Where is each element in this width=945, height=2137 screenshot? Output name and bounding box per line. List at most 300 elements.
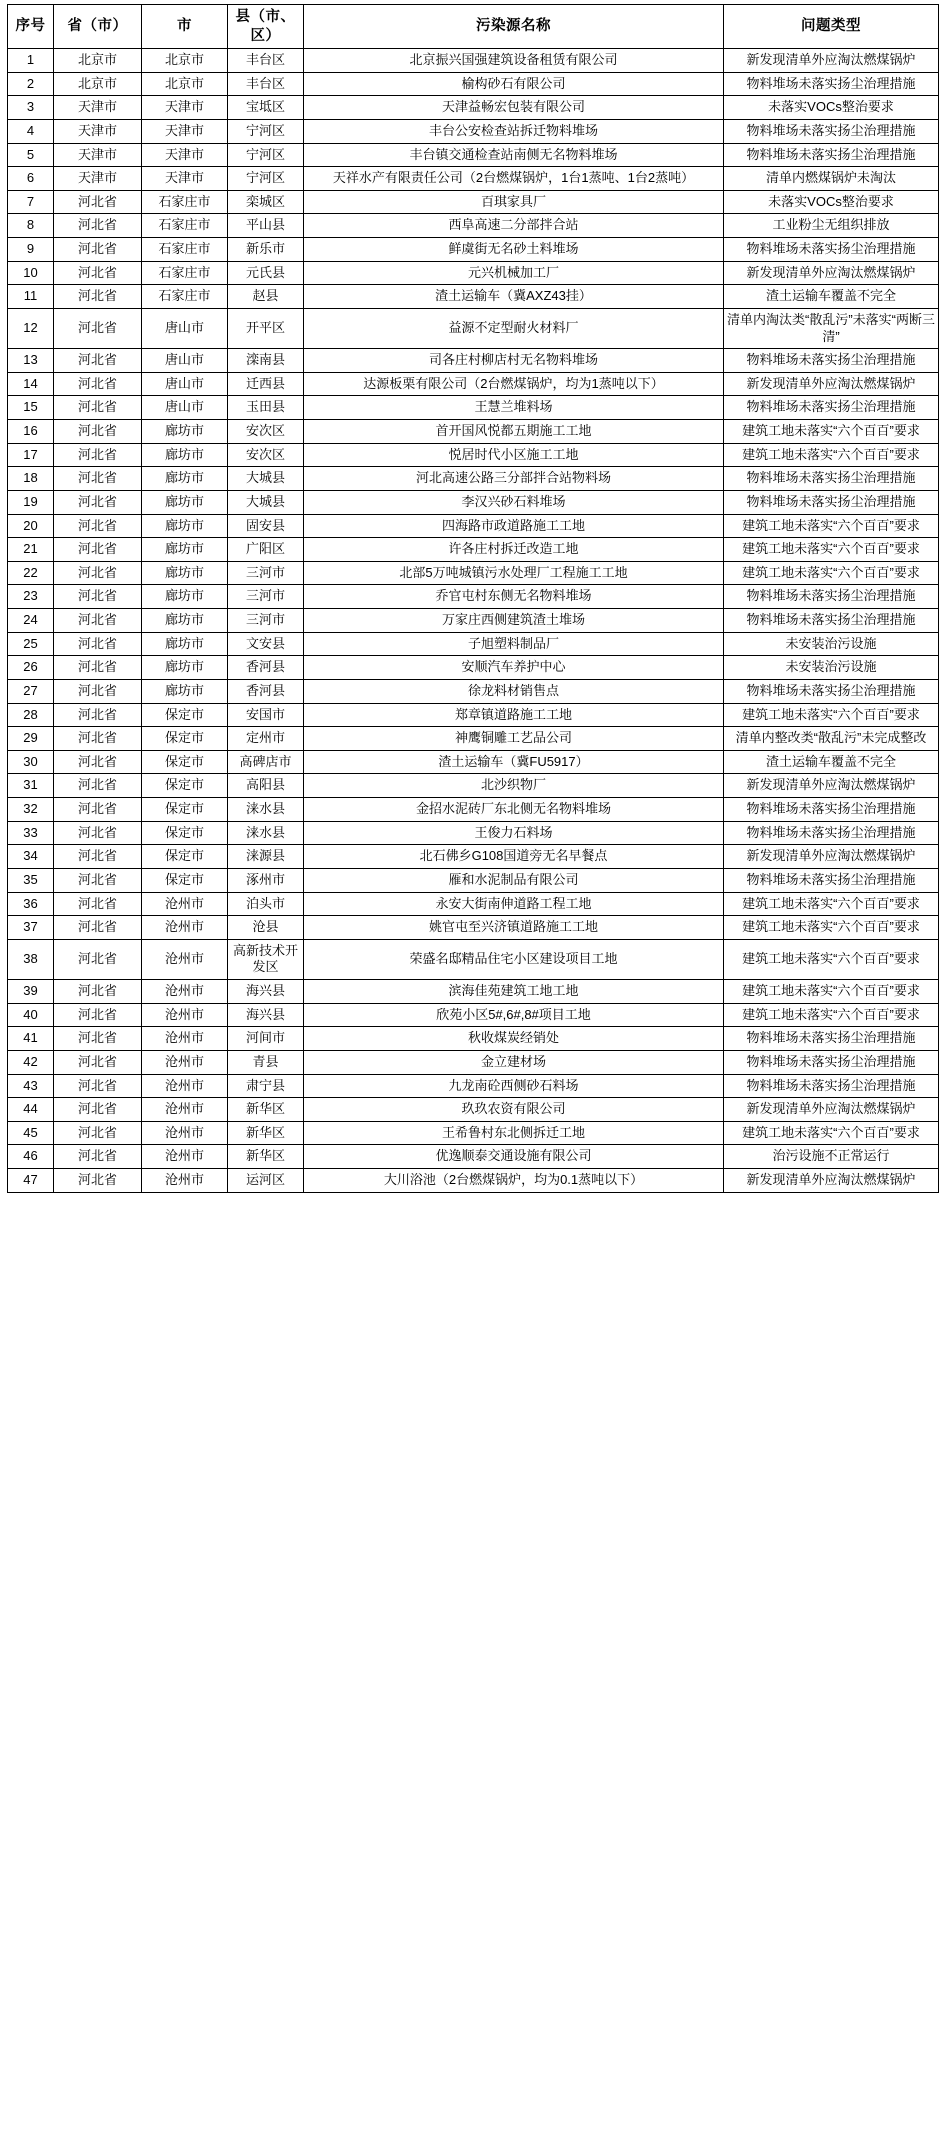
table-row [8,443,939,467]
cell-source-name: 百琪家具厂 [304,190,724,214]
cell-city: 北京市 [142,49,228,73]
cell-source-name: 北沙织物厂 [304,774,724,798]
cell-county: 香河县 [228,656,304,680]
cell-problem-type: 建筑工地未落实“六个百百”要求 [724,980,939,1004]
cell-index: 33 [8,821,54,845]
cell-province: 河北省 [54,443,142,467]
cell-index: 30 [8,750,54,774]
table-header [8,5,939,49]
cell-source-name: 徐龙料材销售点 [304,679,724,703]
cell-source-name: 河北高速公路三分部拌合站物料场 [304,467,724,491]
table-row [8,609,939,633]
cell-index: 19 [8,490,54,514]
cell-county: 大城县 [228,490,304,514]
cell-province: 河北省 [54,372,142,396]
cell-problem-type: 新发现清单外应淘汰燃煤锅炉 [724,261,939,285]
cell-index: 10 [8,261,54,285]
cell-problem-type: 物料堆场未落实扬尘治理措施 [724,119,939,143]
cell-county: 新华区 [228,1098,304,1122]
cell-source-name: 西阜高速二分部拌合站 [304,214,724,238]
cell-source-name: 首开国风悦都五期施工工地 [304,420,724,444]
cell-city: 石家庄市 [142,190,228,214]
cell-source-name: 榆构砂石有限公司 [304,72,724,96]
table-row [8,490,939,514]
cell-city: 保定市 [142,750,228,774]
cell-county: 三河市 [228,561,304,585]
cell-province: 河北省 [54,261,142,285]
cell-index: 35 [8,868,54,892]
cell-county: 平山县 [228,214,304,238]
cell-index: 1 [8,49,54,73]
cell-province: 河北省 [54,285,142,309]
cell-index: 4 [8,119,54,143]
cell-index: 3 [8,96,54,120]
cell-source-name: 秋收煤炭经销处 [304,1027,724,1051]
cell-province: 河北省 [54,238,142,262]
cell-city: 保定市 [142,703,228,727]
table-row [8,1098,939,1122]
cell-county: 广阳区 [228,538,304,562]
cell-problem-type: 建筑工地未落实“六个百百”要求 [724,561,939,585]
table-row [8,1169,939,1193]
cell-index: 11 [8,285,54,309]
table-row [8,980,939,1004]
cell-problem-type: 物料堆场未落实扬尘治理措施 [724,679,939,703]
cell-problem-type: 物料堆场未落实扬尘治理措施 [724,72,939,96]
cell-index: 25 [8,632,54,656]
table-row [8,396,939,420]
cell-problem-type: 清单内燃煤锅炉未淘汰 [724,167,939,191]
cell-county: 运河区 [228,1169,304,1193]
table-row [8,750,939,774]
cell-city: 廊坊市 [142,443,228,467]
table-row [8,585,939,609]
cell-county: 宁河区 [228,167,304,191]
table-row [8,514,939,538]
cell-index: 32 [8,798,54,822]
cell-index: 23 [8,585,54,609]
table-row [8,96,939,120]
cell-problem-type: 建筑工地未落实“六个百百”要求 [724,916,939,940]
cell-problem-type: 新发现清单外应淘汰燃煤锅炉 [724,49,939,73]
table-row [8,467,939,491]
cell-problem-type: 未安装治污设施 [724,656,939,680]
cell-source-name: 荣盛名邸精品住宅小区建设项目工地 [304,939,724,979]
cell-index: 47 [8,1169,54,1193]
cell-city: 沧州市 [142,1121,228,1145]
cell-province: 河北省 [54,774,142,798]
cell-source-name: 鲜虞街无名砂土料堆场 [304,238,724,262]
cell-province: 河北省 [54,514,142,538]
cell-city: 廊坊市 [142,514,228,538]
cell-index: 31 [8,774,54,798]
cell-city: 廊坊市 [142,632,228,656]
cell-province: 河北省 [54,1074,142,1098]
cell-province: 河北省 [54,396,142,420]
cell-county: 宁河区 [228,119,304,143]
cell-problem-type: 未安装治污设施 [724,632,939,656]
cell-source-name: 北京振兴国强建筑设备租赁有限公司 [304,49,724,73]
cell-province: 河北省 [54,679,142,703]
table-body [8,49,939,1193]
cell-source-name: 李汉兴砂石料堆场 [304,490,724,514]
cell-index: 46 [8,1145,54,1169]
cell-city: 沧州市 [142,1098,228,1122]
cell-source-name: 天津益畅宏包装有限公司 [304,96,724,120]
cell-source-name: 滨海佳苑建筑工地工地 [304,980,724,1004]
pollution-source-table [7,4,939,1193]
cell-index: 14 [8,372,54,396]
table-row [8,868,939,892]
cell-problem-type: 物料堆场未落实扬尘治理措施 [724,609,939,633]
table-row [8,349,939,373]
table-row [8,167,939,191]
cell-source-name: 王希鲁村东北侧拆迁工地 [304,1121,724,1145]
cell-index: 29 [8,727,54,751]
cell-city: 廊坊市 [142,490,228,514]
cell-city: 廊坊市 [142,420,228,444]
cell-province: 河北省 [54,1169,142,1193]
cell-province: 北京市 [54,49,142,73]
cell-city: 沧州市 [142,1169,228,1193]
column-header-city: 市 [142,5,228,49]
cell-county: 涞水县 [228,821,304,845]
cell-province: 河北省 [54,349,142,373]
cell-index: 2 [8,72,54,96]
cell-county: 滦南县 [228,349,304,373]
cell-city: 廊坊市 [142,609,228,633]
cell-problem-type: 治污设施不正常运行 [724,1145,939,1169]
cell-city: 保定市 [142,774,228,798]
cell-index: 38 [8,939,54,979]
table-row [8,821,939,845]
cell-county: 肃宁县 [228,1074,304,1098]
cell-province: 河北省 [54,214,142,238]
cell-index: 27 [8,679,54,703]
table-row [8,1027,939,1051]
cell-source-name: 渣土运输车（冀AXZ43挂） [304,285,724,309]
cell-problem-type: 建筑工地未落实“六个百百”要求 [724,1121,939,1145]
cell-city: 廊坊市 [142,679,228,703]
cell-index: 22 [8,561,54,585]
cell-problem-type: 物料堆场未落实扬尘治理措施 [724,396,939,420]
cell-source-name: 姚官屯至兴济镇道路施工工地 [304,916,724,940]
cell-problem-type: 物料堆场未落实扬尘治理措施 [724,1027,939,1051]
cell-source-name: 乔官屯村东侧无名物料堆场 [304,585,724,609]
cell-problem-type: 未落实VOCs整治要求 [724,190,939,214]
cell-city: 沧州市 [142,1050,228,1074]
table-row [8,214,939,238]
cell-province: 河北省 [54,585,142,609]
cell-problem-type: 物料堆场未落实扬尘治理措施 [724,585,939,609]
table-row [8,72,939,96]
table-header-row [8,5,939,49]
cell-province: 河北省 [54,190,142,214]
cell-index: 40 [8,1003,54,1027]
table-row [8,774,939,798]
cell-problem-type: 建筑工地未落实“六个百百”要求 [724,1003,939,1027]
cell-county: 高阳县 [228,774,304,798]
cell-problem-type: 新发现清单外应淘汰燃煤锅炉 [724,774,939,798]
cell-county: 玉田县 [228,396,304,420]
cell-problem-type: 工业粉尘无组织排放 [724,214,939,238]
cell-problem-type: 物料堆场未落实扬尘治理措施 [724,821,939,845]
cell-county: 新华区 [228,1121,304,1145]
cell-problem-type: 建筑工地未落实“六个百百”要求 [724,892,939,916]
cell-source-name: 北部5万吨城镇污水处理厂工程施工工地 [304,561,724,585]
cell-city: 廊坊市 [142,656,228,680]
cell-source-name: 悦居时代小区施工工地 [304,443,724,467]
table-row [8,727,939,751]
cell-city: 沧州市 [142,892,228,916]
column-header-problem-type: 问题类型 [724,5,939,49]
cell-city: 石家庄市 [142,285,228,309]
cell-source-name: 万家庄西侧建筑渣土堆场 [304,609,724,633]
cell-source-name: 王慧兰堆料场 [304,396,724,420]
cell-city: 北京市 [142,72,228,96]
cell-source-name: 九龙南砼西侧砂石料场 [304,1074,724,1098]
cell-problem-type: 建筑工地未落实“六个百百”要求 [724,514,939,538]
cell-source-name: 金招水泥砖厂东北侧无名物料堆场 [304,798,724,822]
cell-problem-type: 未落实VOCs整治要求 [724,96,939,120]
cell-problem-type: 渣土运输车覆盖不完全 [724,285,939,309]
cell-index: 34 [8,845,54,869]
cell-problem-type: 物料堆场未落实扬尘治理措施 [724,1074,939,1098]
cell-problem-type: 清单内整改类“散乱污”未完成整改 [724,727,939,751]
table-row [8,656,939,680]
cell-city: 天津市 [142,119,228,143]
cell-source-name: 金立建材场 [304,1050,724,1074]
cell-index: 5 [8,143,54,167]
cell-problem-type: 物料堆场未落实扬尘治理措施 [724,490,939,514]
cell-index: 18 [8,467,54,491]
cell-source-name: 大川浴池（2台燃煤锅炉，均为0.1蒸吨以下） [304,1169,724,1193]
table-row [8,143,939,167]
table-row [8,1074,939,1098]
cell-index: 41 [8,1027,54,1051]
cell-county: 宁河区 [228,143,304,167]
cell-problem-type: 物料堆场未落实扬尘治理措施 [724,238,939,262]
cell-source-name: 四海路市政道路施工工地 [304,514,724,538]
table-row [8,679,939,703]
table-row [8,372,939,396]
cell-province: 河北省 [54,750,142,774]
cell-index: 42 [8,1050,54,1074]
cell-province: 天津市 [54,143,142,167]
cell-index: 44 [8,1098,54,1122]
cell-index: 7 [8,190,54,214]
cell-problem-type: 新发现清单外应淘汰燃煤锅炉 [724,1169,939,1193]
cell-county: 高碑店市 [228,750,304,774]
cell-problem-type: 建筑工地未落实“六个百百”要求 [724,443,939,467]
cell-city: 天津市 [142,143,228,167]
cell-city: 沧州市 [142,939,228,979]
cell-city: 保定市 [142,727,228,751]
table-row [8,238,939,262]
cell-city: 石家庄市 [142,238,228,262]
cell-index: 15 [8,396,54,420]
cell-source-name: 永安大街南伸道路工程工地 [304,892,724,916]
cell-source-name: 渣土运输车（冀FU5917） [304,750,724,774]
cell-province: 河北省 [54,561,142,585]
cell-city: 唐山市 [142,372,228,396]
cell-problem-type: 清单内淘汰类“散乱污”未落实“两断三清” [724,308,939,348]
table-row [8,892,939,916]
cell-province: 河北省 [54,656,142,680]
cell-county: 定州市 [228,727,304,751]
cell-problem-type: 物料堆场未落实扬尘治理措施 [724,1050,939,1074]
cell-source-name: 元兴机械加工厂 [304,261,724,285]
cell-source-name: 益源不定型耐火材料厂 [304,308,724,348]
cell-county: 青县 [228,1050,304,1074]
cell-county: 宝坻区 [228,96,304,120]
table-row [8,308,939,348]
cell-index: 9 [8,238,54,262]
cell-source-name: 玖玖农资有限公司 [304,1098,724,1122]
cell-source-name: 北石佛乡G108国道旁无名早餐点 [304,845,724,869]
cell-problem-type: 物料堆场未落实扬尘治理措施 [724,868,939,892]
cell-province: 河北省 [54,939,142,979]
cell-source-name: 丰台公安检查站拆迁物料堆场 [304,119,724,143]
cell-county: 高新技术开发区 [228,939,304,979]
cell-province: 河北省 [54,467,142,491]
cell-problem-type: 新发现清单外应淘汰燃煤锅炉 [724,845,939,869]
cell-province: 河北省 [54,1145,142,1169]
cell-county: 大城县 [228,467,304,491]
cell-source-name: 雁和水泥制品有限公司 [304,868,724,892]
cell-county: 沧县 [228,916,304,940]
cell-city: 保定市 [142,845,228,869]
table-row [8,49,939,73]
table-row [8,1050,939,1074]
cell-index: 17 [8,443,54,467]
cell-index: 12 [8,308,54,348]
cell-source-name: 欣苑小区5#,6#,8#项目工地 [304,1003,724,1027]
table-row [8,632,939,656]
cell-city: 廊坊市 [142,561,228,585]
cell-problem-type: 新发现清单外应淘汰燃煤锅炉 [724,1098,939,1122]
cell-county: 涞源县 [228,845,304,869]
cell-city: 保定市 [142,868,228,892]
cell-county: 安国市 [228,703,304,727]
cell-index: 45 [8,1121,54,1145]
cell-county: 涞水县 [228,798,304,822]
column-header-province: 省（市） [54,5,142,49]
cell-county: 迁西县 [228,372,304,396]
cell-source-name: 达源板栗有限公司（2台燃煤锅炉，均为1蒸吨以下） [304,372,724,396]
cell-problem-type: 物料堆场未落实扬尘治理措施 [724,467,939,491]
cell-source-name: 天祥水产有限责任公司（2台燃煤锅炉，1台1蒸吨、1台2蒸吨） [304,167,724,191]
cell-county: 三河市 [228,609,304,633]
cell-county: 新乐市 [228,238,304,262]
cell-source-name: 司各庄村柳店村无名物料堆场 [304,349,724,373]
cell-city: 沧州市 [142,1145,228,1169]
table-row [8,420,939,444]
cell-county: 三河市 [228,585,304,609]
cell-province: 河北省 [54,868,142,892]
table-row [8,939,939,979]
cell-source-name: 神鹰铜雕工艺品公司 [304,727,724,751]
cell-source-name: 王俊力石料场 [304,821,724,845]
cell-index: 20 [8,514,54,538]
table-row [8,845,939,869]
cell-county: 河间市 [228,1027,304,1051]
cell-problem-type: 建筑工地未落实“六个百百”要求 [724,703,939,727]
cell-province: 河北省 [54,845,142,869]
table-row [8,703,939,727]
cell-city: 天津市 [142,96,228,120]
cell-county: 安次区 [228,420,304,444]
cell-province: 河北省 [54,1121,142,1145]
table-row [8,285,939,309]
cell-county: 元氏县 [228,261,304,285]
cell-source-name: 郑章镇道路施工工地 [304,703,724,727]
cell-county: 固安县 [228,514,304,538]
cell-index: 36 [8,892,54,916]
cell-city: 保定市 [142,821,228,845]
cell-county: 新华区 [228,1145,304,1169]
cell-index: 6 [8,167,54,191]
cell-province: 河北省 [54,308,142,348]
cell-province: 河北省 [54,1027,142,1051]
cell-county: 赵县 [228,285,304,309]
cell-province: 河北省 [54,538,142,562]
cell-county: 开平区 [228,308,304,348]
cell-index: 8 [8,214,54,238]
cell-province: 河北省 [54,1003,142,1027]
table-row [8,1121,939,1145]
cell-city: 沧州市 [142,1003,228,1027]
cell-source-name: 丰台镇交通检查站南侧无名物料堆场 [304,143,724,167]
cell-city: 沧州市 [142,980,228,1004]
table-row [8,916,939,940]
cell-county: 栾城区 [228,190,304,214]
cell-county: 香河县 [228,679,304,703]
cell-province: 河北省 [54,892,142,916]
cell-county: 涿州市 [228,868,304,892]
cell-city: 沧州市 [142,916,228,940]
cell-city: 唐山市 [142,308,228,348]
cell-province: 河北省 [54,916,142,940]
cell-province: 天津市 [54,96,142,120]
cell-source-name: 子旭塑料制品厂 [304,632,724,656]
table-row [8,561,939,585]
cell-city: 石家庄市 [142,214,228,238]
cell-province: 河北省 [54,609,142,633]
cell-source-name: 安顺汽车养护中心 [304,656,724,680]
table-row [8,190,939,214]
cell-index: 39 [8,980,54,1004]
cell-problem-type: 建筑工地未落实“六个百百”要求 [724,538,939,562]
cell-index: 21 [8,538,54,562]
cell-city: 保定市 [142,798,228,822]
cell-city: 唐山市 [142,396,228,420]
cell-city: 唐山市 [142,349,228,373]
cell-source-name: 许各庄村拆迁改造工地 [304,538,724,562]
cell-problem-type: 渣土运输车覆盖不完全 [724,750,939,774]
table-row [8,538,939,562]
cell-city: 廊坊市 [142,467,228,491]
cell-problem-type: 建筑工地未落实“六个百百”要求 [724,420,939,444]
cell-city: 廊坊市 [142,538,228,562]
cell-index: 13 [8,349,54,373]
cell-county: 文安县 [228,632,304,656]
cell-province: 河北省 [54,727,142,751]
cell-city: 廊坊市 [142,585,228,609]
cell-province: 河北省 [54,490,142,514]
cell-province: 河北省 [54,1098,142,1122]
cell-city: 石家庄市 [142,261,228,285]
